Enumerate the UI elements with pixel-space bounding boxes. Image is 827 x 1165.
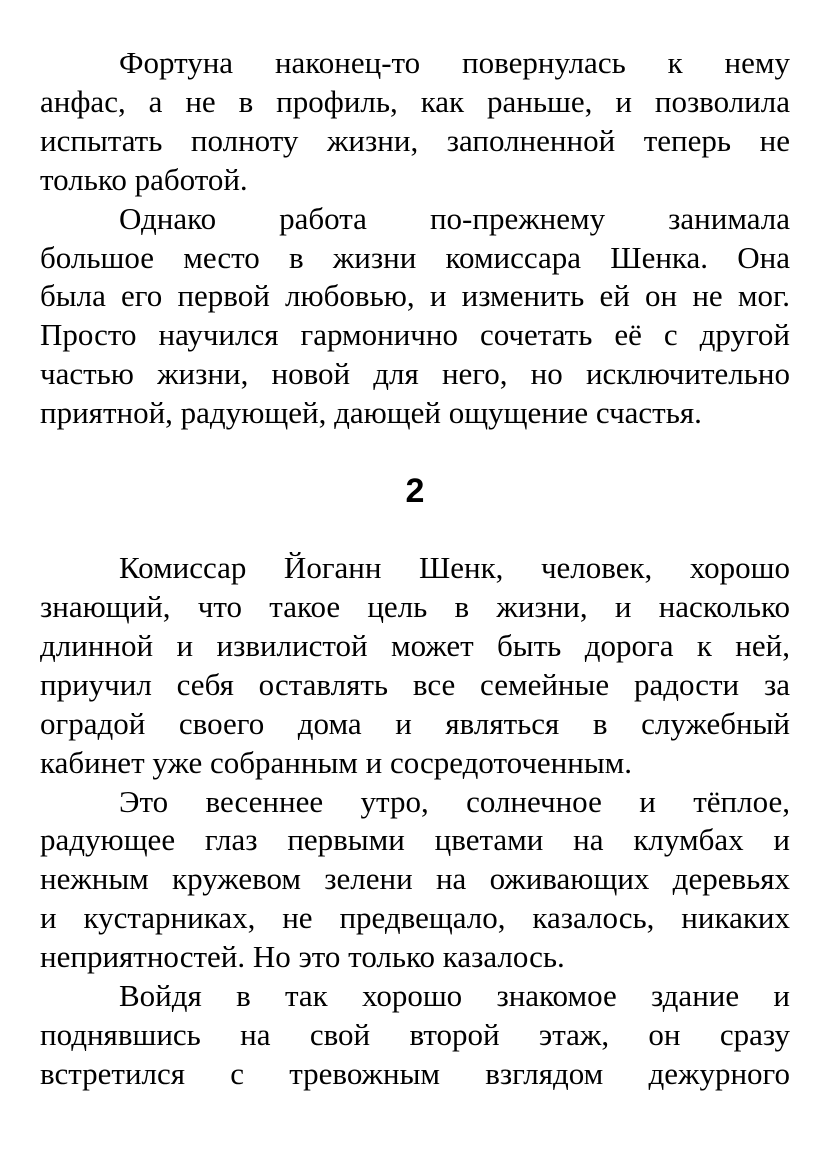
paragraph-4 xyxy=(40,783,790,978)
paragraph-5 xyxy=(40,977,790,1094)
paragraph-1 xyxy=(40,44,790,200)
text-line: приучил себя оставлять все семейные радости за xyxy=(40,666,790,702)
text-line: длинной и извилистой может быть дорога к ней, xyxy=(40,627,790,663)
text-line: и кустарниках, не предвещало, казалось, никаких xyxy=(40,900,790,936)
text-line: оградой своего дома и являться в служебный xyxy=(40,705,790,741)
text-line: испытать полноту жизни, заполненной теперь не xyxy=(40,122,790,158)
text-line: анфас, а не в профиль, как раньше, и позволила xyxy=(40,83,790,119)
text-line: только работой. xyxy=(40,161,248,197)
chapter-number: 2 xyxy=(405,472,425,511)
text-line: Это весеннее утро, солнечное и тёплое, xyxy=(119,783,790,819)
text-line: Однако работа по-прежнему занимала xyxy=(119,200,790,236)
text-line: встретился с тревожным взглядом дежурного xyxy=(40,1055,790,1091)
text-line: Фортуна наконец-то повернулась к нему xyxy=(119,45,790,80)
text-line: нежным кружевом зелени на оживающих деревьях xyxy=(40,861,790,897)
text-line: Комиссар Йоганн Шенк, человек, хорошо xyxy=(119,550,790,586)
document-page xyxy=(40,44,790,1094)
text-line: частью жизни, новой для него, но исключительно xyxy=(40,356,790,392)
paragraph-2 xyxy=(40,200,790,433)
text-line: Войдя в так хорошо знакомое здание и xyxy=(119,978,790,1014)
text-line: кабинет уже собранным и сосредоточенным. xyxy=(40,744,633,780)
text-line: знающий, что такое цель в жизни, и насколько xyxy=(40,588,790,624)
text-line: радующее глаз первыми цветами на клумбах и xyxy=(40,822,790,858)
text-line: была его первой любовью, и изменить ей он не мог. xyxy=(40,278,790,314)
text-line: неприятностей. Но это только казалось. xyxy=(40,939,565,975)
text-line: поднявшись на свой второй этаж, он сразу xyxy=(40,1016,790,1052)
text-line: приятной, радующей, дающей ощущение счастья. xyxy=(40,395,702,431)
paragraph-3 xyxy=(40,549,790,782)
text-line: большое место в жизни комиссара Шенка. Она xyxy=(40,239,790,275)
text-line: Просто научился гармонично сочетать её с другой xyxy=(40,317,790,353)
